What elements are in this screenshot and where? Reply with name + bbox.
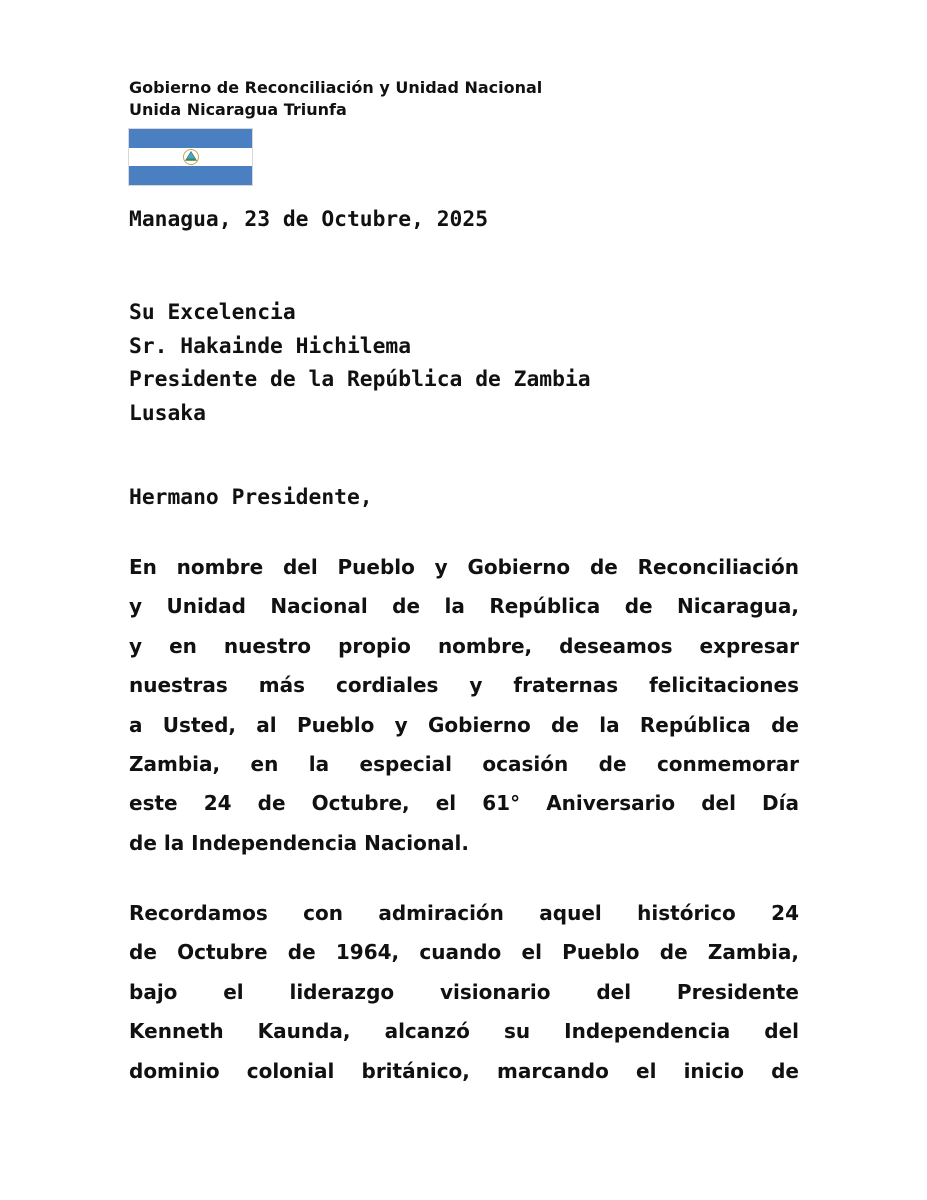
recipient-position: Presidente de la República de Zambia (129, 367, 591, 392)
salutation: Hermano Presidente, (129, 485, 373, 510)
body-paragraph-1 (129, 548, 799, 863)
recipient-city: Lusaka (129, 400, 206, 426)
letterhead (129, 77, 542, 121)
paragraph-line: Zambia, en la especial ocasión de conmemorar (129, 752, 799, 777)
letter-date: Managua, 23 de Octubre, 2025 (129, 207, 489, 232)
flag-middle-band (129, 148, 252, 166)
paragraph-line: dominio colonial británico, marcando el inicio de (129, 1058, 799, 1083)
letterhead-slogan: Unida Nicaragua Triunfa (129, 100, 347, 119)
paragraph-line: y en nuestro propio nombre, deseamos expresar (129, 633, 799, 658)
paragraph-line: bajo el liderazgo visionario del Presidente (129, 979, 799, 1004)
recipient-title: Su Excelencia (129, 300, 296, 325)
paragraph-line: a Usted, al Pueblo y Gobierno de la República de (129, 712, 799, 737)
paragraph-line: de la Independencia Nacional. (129, 830, 469, 855)
paragraph-line: En nombre del Pueblo y Gobierno de Reconciliación (129, 555, 799, 579)
letterhead-government-name: Gobierno de Reconciliación y Unidad Nacional (129, 78, 543, 97)
nicaragua-flag-icon (128, 128, 253, 186)
flag-bottom-band (129, 166, 252, 185)
paragraph-line: de Octubre de 1964, cuando el Pueblo de Zambia, (129, 940, 799, 965)
paragraph-line: este 24 de Octubre, el 61° Aniversario del Día (129, 791, 799, 816)
paragraph-line: nuestras más cordiales y fraternas felicitaciones (129, 673, 799, 698)
recipient-name: Sr. Hakainde Hichilema (129, 333, 412, 359)
paragraph-line: Recordamos con admiración aquel histórico 24 (129, 901, 799, 925)
flag-top-band (129, 129, 252, 148)
paragraph-line: y Unidad Nacional de la República de Nicaragua, (129, 594, 799, 619)
coat-of-arms-icon (179, 148, 203, 166)
body-paragraph-2 (129, 894, 799, 1091)
paragraph-line: Kenneth Kaunda, alcanzó su Independencia del (129, 1019, 799, 1044)
recipient-block (129, 296, 591, 430)
